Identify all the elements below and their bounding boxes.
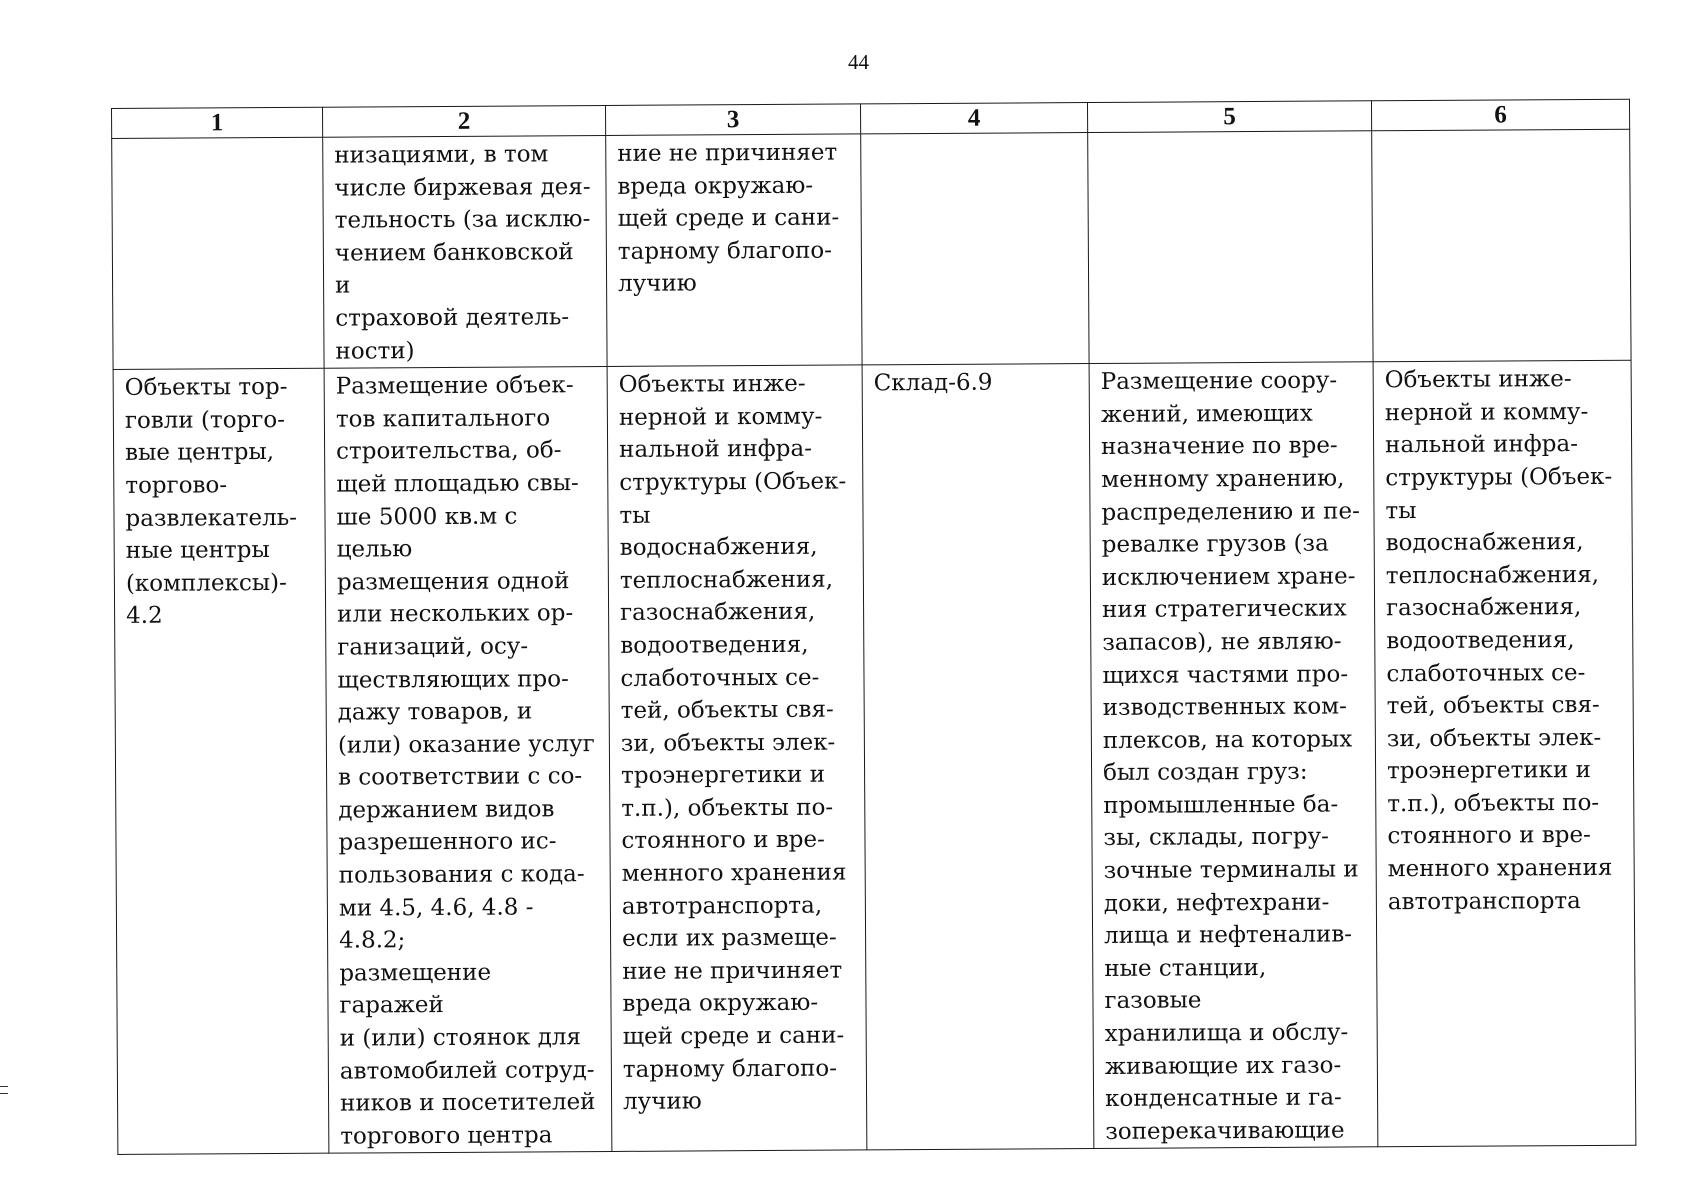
column-header: 1 [112, 107, 323, 138]
table-row [112, 129, 1631, 369]
table-cell: ние не причиняет вреда окружаю- щей среде и сани- тарному благопо- лучию [606, 134, 862, 367]
table-cell: Объекты инже- нерной и комму- нальной инфра- структуры (Объек- ты водоснабжения, теплоснабжения, газоснабжения, водоотведения, слаботочных се- тей, объекты свя- зи, объекты элек- троэнергетики и т.п.), объекты по- стоянного и вре- менного хранения автотранспорта, если их размеще- ние не причиняет вреда окружаю- щей среде и сани- тарному благопо- лучию [607, 365, 867, 1152]
table-cell: низациями, в том числе биржевая дея- тельность (за исклю- чением банковской и страховой деятель- ности) [323, 135, 607, 368]
margin-mark [0, 1093, 8, 1094]
column-header: 2 [322, 105, 605, 137]
table-cell: Склад-6.9 [862, 364, 1094, 1151]
column-header: 6 [1371, 99, 1629, 131]
table-row [113, 360, 1636, 1155]
table-cell: Размещение соору- жений, имеющих назначение по вре- менному хранению, распределению и пе- ревалке грузов (за исключением хране- ния стратегических запасов), не являю- щихся частями про- изводственных ком- плексов, на которых был создан груз: промышленные ба- зы, склады, погру- зочные терминалы и доки, нефтехрани- лища и нефтеналив- ные станции, газовые хранилища и обслу- живающие их газо- конденсатные и га- зоперекачивающие [1089, 362, 1378, 1149]
table-cell [112, 137, 324, 369]
land-use-table [111, 99, 1636, 1156]
table-cell: Объекты инже- нерной и комму- нальной инфра- структуры (Объек- ты водоснабжения, теплоснабжения, газоснабжения, водоотведения, слаботочных се- тей, объекты свя- зи, объекты элек- троэнергетики и т.п.), объекты по- стоянного и вре- менного хранения автотранспорта [1373, 360, 1636, 1147]
page-number: 44 [848, 50, 869, 74]
column-header: 3 [605, 104, 860, 136]
margin-mark [0, 1086, 8, 1087]
table-cell [1088, 131, 1373, 364]
table-cell [861, 133, 1089, 366]
table-cell: Объекты тор- говли (торго- вые центры, торгово- развлекатель- ные центры (комплексы)- 4.2 [113, 368, 329, 1155]
table-cell: Размещение объек- тов капитального строительства, об- щей площадью свы- ше 5000 кв.м с целью размещения одной или нескольких ор- ганизаций, осу- ществляющих про- дажу товаров, и (или) оказание услуг в соответствии с со- держанием видов разрешенного ис- пользования с кода- ми 4.5, 4.6, 4.8 - 4.8.2; размещение гаражей и (или) стоянок для автомобилей сотруд- ников и посетителей торгового центра [324, 367, 612, 1154]
table-cell [1372, 129, 1631, 362]
column-header: 4 [860, 103, 1087, 134]
column-header: 5 [1087, 101, 1371, 133]
